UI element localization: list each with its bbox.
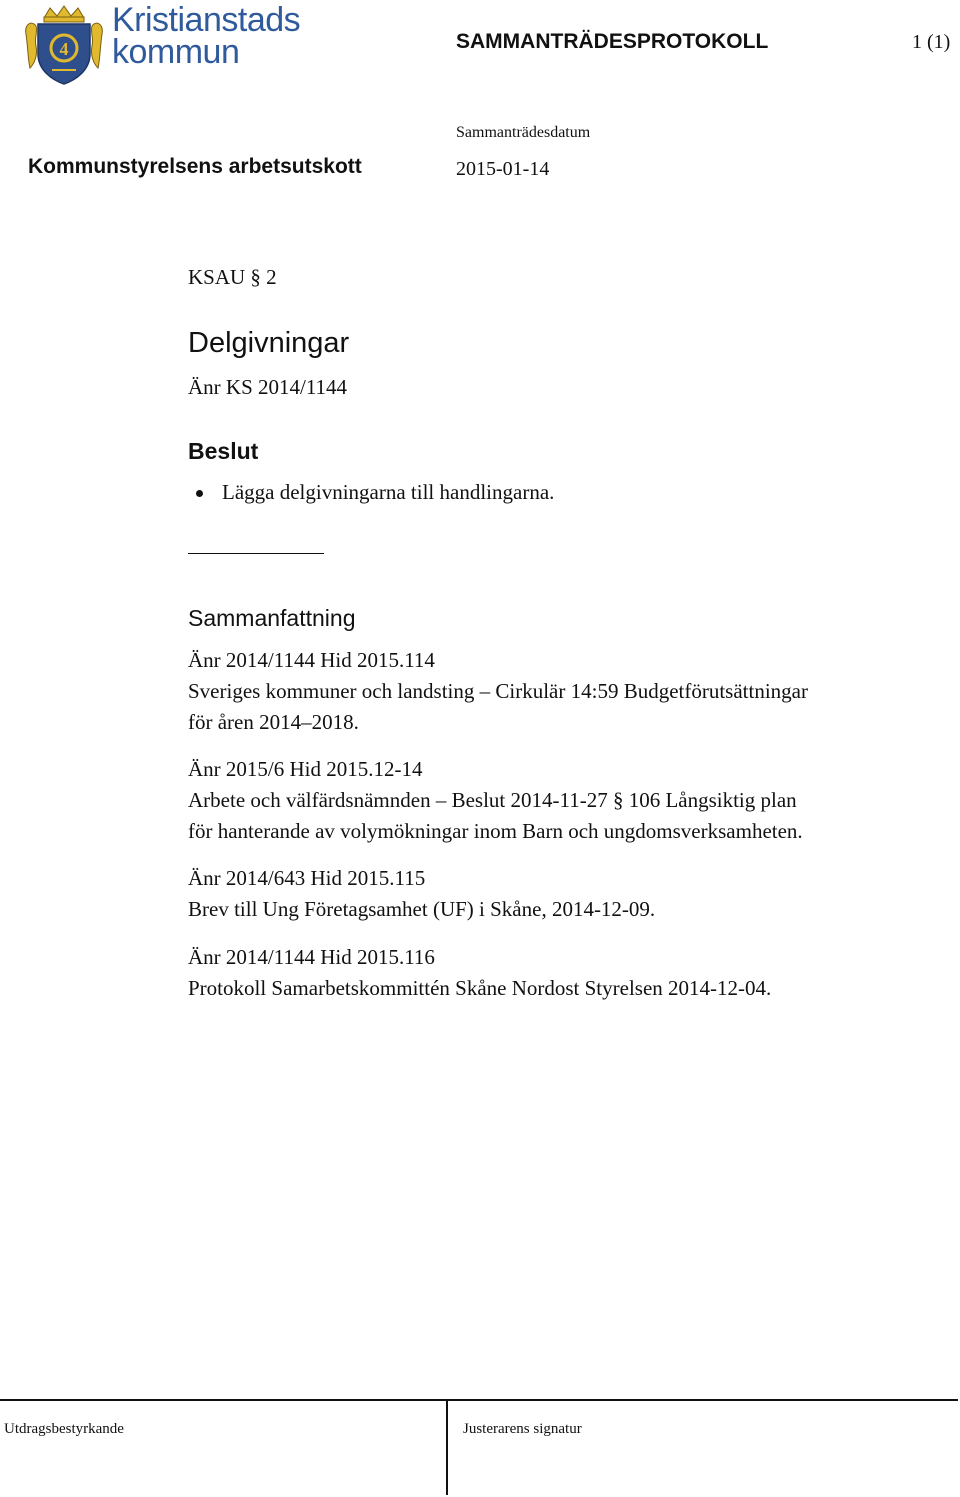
summary-item: [188, 645, 908, 738]
summary-item-ref: Änr 2015/6 Hid 2015.12-14: [188, 757, 423, 781]
bullet-icon: [196, 490, 203, 497]
meeting-date-label: Sammanträdesdatum: [456, 124, 591, 141]
meeting-date: 2015-01-14: [456, 158, 550, 180]
footer-divider: [446, 1399, 448, 1495]
summary-item-ref: Änr 2014/1144 Hid 2015.114: [188, 648, 435, 672]
committee-name: Kommunstyrelsens arbetsutskott: [28, 155, 362, 178]
summary-item-ref: Änr 2014/1144 Hid 2015.116: [188, 945, 435, 969]
summary-item-text: Sveriges kommuner och landsting – Cirkulär 14:59 Budgetförutsättningar: [188, 679, 808, 703]
summary-item: [188, 754, 908, 847]
summary-item-text: Arbete och välfärdsnämnden – Beslut 2014-11-27 § 106 Långsiktig plan: [188, 788, 797, 812]
svg-text:4: 4: [59, 39, 69, 59]
case-number: Änr KS 2014/1144: [188, 375, 348, 399]
summary-item-ref: Änr 2014/643 Hid 2015.115: [188, 866, 426, 890]
coat-of-arms-icon: [22, 4, 106, 88]
adjuster-signature-label: Justerarens signatur: [463, 1421, 582, 1437]
logo-wordmark: [112, 1, 301, 71]
certification-label: Utdragsbestyrkande: [4, 1421, 124, 1437]
paragraph-reference: KSAU § 2: [188, 265, 277, 289]
summary-item-text: Brev till Ung Företagsamhet (UF) i Skåne, 2014-12-09.: [188, 897, 656, 921]
summary-item-text: för åren 2014–2018.: [188, 710, 359, 734]
page-title: Delgivningar: [188, 327, 350, 359]
summary-item: [188, 942, 908, 1004]
decision-item: Lägga delgivningarna till handlingarna.: [222, 480, 555, 504]
logo-line2: kommun: [112, 33, 240, 71]
summary-item: [188, 863, 908, 925]
summary-item-text: för hanterande av volymökningar inom Barn och ungdomsverksamheten.: [188, 819, 803, 843]
logo-line1: Kristianstads: [112, 1, 301, 39]
page-number: 1 (1): [912, 31, 951, 53]
summary-item-text: Protokoll Samarbetskommittén Skåne Nordost Styrelsen 2014-12-04.: [188, 976, 772, 1000]
footer-rule: [0, 1399, 958, 1401]
document-type: SAMMANTRÄDESPROTOKOLL: [456, 30, 769, 53]
divider: [188, 553, 324, 554]
summary-heading: Sammanfattning: [188, 605, 356, 631]
municipality-logo: [22, 1, 312, 88]
decision-heading: Beslut: [188, 438, 259, 464]
